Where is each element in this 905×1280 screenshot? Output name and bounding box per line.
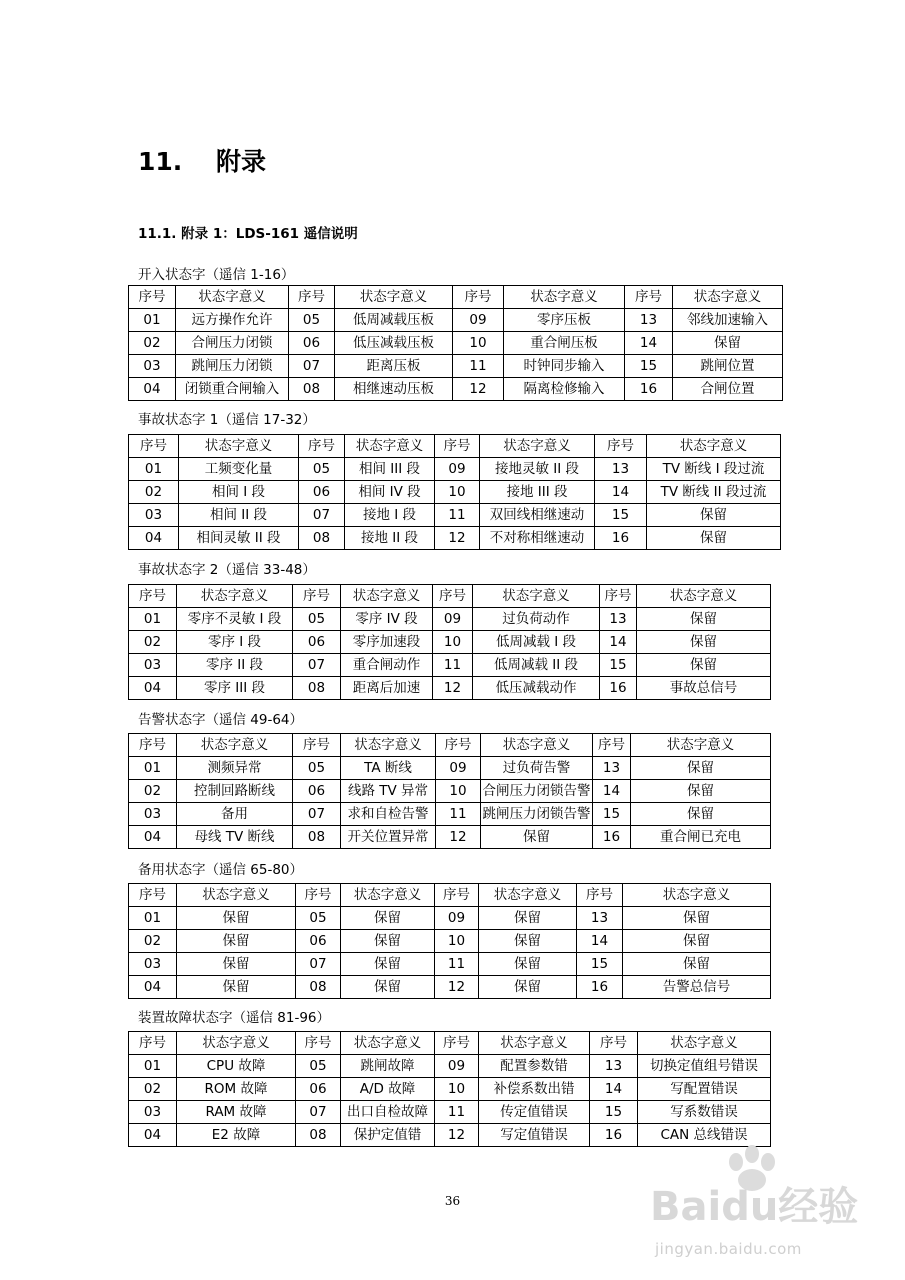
index-cell: 16: [625, 378, 673, 401]
index-cell: 08: [296, 1124, 341, 1147]
table-header-row: [129, 435, 781, 458]
index-cell: 12: [435, 527, 480, 550]
caption-fault-status-1: 事故状态字 1（遥信 17-32）: [138, 412, 316, 428]
table-row: [129, 378, 783, 401]
meaning-cell: 接地灵敏 II 段: [480, 458, 595, 481]
index-cell: 09: [435, 458, 480, 481]
meaning-cell: 零序 I 段: [177, 631, 293, 654]
index-cell: 15: [600, 654, 637, 677]
header-cell: 序号: [453, 286, 504, 309]
header-cell: 序号: [293, 734, 341, 757]
index-cell: 09: [436, 757, 481, 780]
header-cell: 序号: [436, 734, 481, 757]
table-header-row: [129, 585, 771, 608]
header-cell: 序号: [296, 884, 341, 907]
index-cell: 04: [129, 378, 176, 401]
meaning-cell: E2 故障: [177, 1124, 296, 1147]
meaning-cell: 保留: [479, 976, 577, 999]
header-cell: 状态字意义: [637, 585, 771, 608]
index-cell: 03: [129, 355, 176, 378]
index-cell: 15: [590, 1101, 638, 1124]
header-cell: 序号: [129, 1032, 177, 1055]
meaning-cell: 合闸压力闭锁: [176, 332, 289, 355]
index-cell: 10: [433, 631, 473, 654]
index-cell: 14: [600, 631, 637, 654]
caption-alarm-status: 告警状态字（遥信 49-64）: [138, 712, 304, 728]
meaning-cell: CPU 故障: [177, 1055, 296, 1078]
header-cell: 状态字意义: [177, 1032, 296, 1055]
header-cell: 序号: [299, 435, 345, 458]
section-heading: 11.1. 附录 1：LDS-161 遥信说明: [138, 226, 358, 242]
index-cell: 07: [299, 504, 345, 527]
meaning-cell: 保留: [631, 803, 771, 826]
index-cell: 06: [293, 780, 341, 803]
meaning-cell: 零序 IV 段: [341, 608, 433, 631]
table-fault-status-2: [128, 584, 771, 700]
meaning-cell: 保留: [637, 608, 771, 631]
meaning-cell: 闭锁重合闸输入: [176, 378, 289, 401]
meaning-cell: 保护定值错: [341, 1124, 435, 1147]
table-row: [129, 504, 781, 527]
header-cell: 状态字意义: [479, 884, 577, 907]
meaning-cell: 配置参数错: [479, 1055, 590, 1078]
header-cell: 状态字意义: [473, 585, 600, 608]
meaning-cell: 控制回路断线: [177, 780, 293, 803]
header-cell: 序号: [435, 884, 479, 907]
header-cell: 序号: [129, 734, 177, 757]
index-cell: 06: [293, 631, 341, 654]
index-cell: 11: [435, 1101, 479, 1124]
header-cell: 状态字意义: [345, 435, 435, 458]
index-cell: 16: [593, 826, 631, 849]
meaning-cell: 出口自检故障: [341, 1101, 435, 1124]
index-cell: 13: [593, 757, 631, 780]
index-cell: 13: [595, 458, 647, 481]
index-cell: 04: [129, 976, 177, 999]
meaning-cell: ROM 故障: [177, 1078, 296, 1101]
caption-fault-status-2: 事故状态字 2（遥信 33-48）: [138, 562, 316, 578]
index-cell: 10: [453, 332, 504, 355]
index-cell: 01: [129, 458, 179, 481]
meaning-cell: TV 断线 II 段过流: [647, 481, 781, 504]
header-cell: 状态字意义: [176, 286, 289, 309]
table-row: [129, 803, 771, 826]
meaning-cell: 保留: [177, 953, 296, 976]
header-cell: 状态字意义: [480, 435, 595, 458]
meaning-cell: 备用: [177, 803, 293, 826]
index-cell: 10: [435, 1078, 479, 1101]
index-cell: 02: [129, 631, 177, 654]
index-cell: 15: [625, 355, 673, 378]
index-cell: 02: [129, 481, 179, 504]
meaning-cell: 相间 III 段: [345, 458, 435, 481]
header-cell: 状态字意义: [638, 1032, 771, 1055]
header-cell: 状态字意义: [177, 585, 293, 608]
meaning-cell: 零序 II 段: [177, 654, 293, 677]
meaning-cell: TV 断线 I 段过流: [647, 458, 781, 481]
watermark-text: Baidu经验: [650, 1184, 859, 1230]
header-cell: 状态字意义: [673, 286, 783, 309]
meaning-cell: 保留: [479, 930, 577, 953]
index-cell: 08: [293, 826, 341, 849]
table-row: [129, 332, 783, 355]
index-cell: 01: [129, 907, 177, 930]
index-cell: 05: [296, 1055, 341, 1078]
index-cell: 14: [590, 1078, 638, 1101]
table-row: [129, 1101, 771, 1124]
index-cell: 16: [600, 677, 637, 700]
header-cell: 序号: [129, 585, 177, 608]
index-cell: 11: [435, 504, 480, 527]
header-cell: 状态字意义: [177, 734, 293, 757]
table-row: [129, 608, 771, 631]
index-cell: 06: [296, 1078, 341, 1101]
header-cell: 状态字意义: [647, 435, 781, 458]
index-cell: 05: [293, 608, 341, 631]
meaning-cell: 不对称相继速动: [480, 527, 595, 550]
table-header-row: [129, 734, 771, 757]
index-cell: 09: [435, 1055, 479, 1078]
meaning-cell: 写定值错误: [479, 1124, 590, 1147]
index-cell: 15: [595, 504, 647, 527]
meaning-cell: RAM 故障: [177, 1101, 296, 1124]
meaning-cell: 时钟同步输入: [504, 355, 625, 378]
index-cell: 14: [593, 780, 631, 803]
index-cell: 06: [296, 930, 341, 953]
meaning-cell: 保留: [341, 930, 435, 953]
meaning-cell: 跳闸压力闭锁告警: [481, 803, 593, 826]
index-cell: 05: [293, 757, 341, 780]
header-cell: 序号: [129, 884, 177, 907]
meaning-cell: 低周减载 I 段: [473, 631, 600, 654]
header-cell: 状态字意义: [177, 884, 296, 907]
table-row: [129, 458, 781, 481]
index-cell: 05: [299, 458, 345, 481]
meaning-cell: 保留: [341, 953, 435, 976]
index-cell: 09: [453, 309, 504, 332]
index-cell: 04: [129, 826, 177, 849]
table-row: [129, 976, 771, 999]
index-cell: 03: [129, 953, 177, 976]
header-cell: 序号: [129, 286, 176, 309]
index-cell: 05: [289, 309, 335, 332]
index-cell: 11: [435, 953, 479, 976]
header-cell: 序号: [433, 585, 473, 608]
index-cell: 13: [600, 608, 637, 631]
meaning-cell: 保留: [647, 504, 781, 527]
meaning-cell: 距离压板: [335, 355, 453, 378]
meaning-cell: TA 断线: [341, 757, 436, 780]
index-cell: 01: [129, 757, 177, 780]
meaning-cell: 保留: [631, 780, 771, 803]
meaning-cell: 保留: [623, 953, 771, 976]
index-cell: 12: [453, 378, 504, 401]
meaning-cell: 低周减载 II 段: [473, 654, 600, 677]
meaning-cell: 相间 IV 段: [345, 481, 435, 504]
index-cell: 09: [433, 608, 473, 631]
header-cell: 序号: [129, 435, 179, 458]
index-cell: 12: [435, 1124, 479, 1147]
meaning-cell: 母线 TV 断线: [177, 826, 293, 849]
header-cell: 序号: [293, 585, 341, 608]
index-cell: 15: [577, 953, 623, 976]
index-cell: 11: [453, 355, 504, 378]
meaning-cell: 求和自检告警: [341, 803, 436, 826]
meaning-cell: 重合闸已充电: [631, 826, 771, 849]
table-row: [129, 355, 783, 378]
header-cell: 状态字意义: [504, 286, 625, 309]
meaning-cell: 合闸压力闭锁告警: [481, 780, 593, 803]
meaning-cell: 过负荷告警: [481, 757, 593, 780]
index-cell: 16: [590, 1124, 638, 1147]
index-cell: 04: [129, 527, 179, 550]
meaning-cell: 跳闸故障: [341, 1055, 435, 1078]
meaning-cell: 保留: [647, 527, 781, 550]
meaning-cell: 保留: [177, 907, 296, 930]
caption-spare-status: 备用状态字（遥信 65-80）: [138, 862, 304, 878]
index-cell: 07: [293, 654, 341, 677]
header-cell: 状态字意义: [341, 1032, 435, 1055]
header-cell: 状态字意义: [479, 1032, 590, 1055]
meaning-cell: 保留: [623, 930, 771, 953]
meaning-cell: 工频变化量: [179, 458, 299, 481]
chapter-title: 附录: [216, 147, 267, 176]
meaning-cell: 接地 I 段: [345, 504, 435, 527]
index-cell: 12: [435, 976, 479, 999]
index-cell: 07: [296, 953, 341, 976]
index-cell: 02: [129, 332, 176, 355]
header-cell: 状态字意义: [341, 884, 435, 907]
meaning-cell: 邻线加速输入: [673, 309, 783, 332]
index-cell: 16: [577, 976, 623, 999]
header-cell: 状态字意义: [341, 585, 433, 608]
meaning-cell: 切换定值组号错误: [638, 1055, 771, 1078]
header-cell: 序号: [625, 286, 673, 309]
index-cell: 11: [433, 654, 473, 677]
header-cell: 状态字意义: [623, 884, 771, 907]
index-cell: 10: [435, 930, 479, 953]
meaning-cell: 远方操作允许: [176, 309, 289, 332]
index-cell: 05: [296, 907, 341, 930]
meaning-cell: 相间灵敏 II 段: [179, 527, 299, 550]
meaning-cell: 隔离检修输入: [504, 378, 625, 401]
page-number: 36: [444, 1194, 461, 1208]
meaning-cell: 保留: [177, 930, 296, 953]
meaning-cell: A/D 故障: [341, 1078, 435, 1101]
meaning-cell: 低压减载压板: [335, 332, 453, 355]
header-cell: 序号: [590, 1032, 638, 1055]
meaning-cell: 开关位置异常: [341, 826, 436, 849]
meaning-cell: 测频异常: [177, 757, 293, 780]
index-cell: 09: [435, 907, 479, 930]
index-cell: 14: [625, 332, 673, 355]
header-cell: 状态字意义: [341, 734, 436, 757]
index-cell: 01: [129, 309, 176, 332]
header-cell: 状态字意义: [335, 286, 453, 309]
index-cell: 01: [129, 1055, 177, 1078]
meaning-cell: 零序 III 段: [177, 677, 293, 700]
index-cell: 13: [625, 309, 673, 332]
index-cell: 04: [129, 1124, 177, 1147]
meaning-cell: 重合闸压板: [504, 332, 625, 355]
meaning-cell: 距离后加速: [341, 677, 433, 700]
header-cell: 序号: [600, 585, 637, 608]
meaning-cell: 保留: [637, 631, 771, 654]
table-fault-status-1: [128, 434, 781, 550]
table-header-row: [129, 884, 771, 907]
chapter-number: 11.: [138, 147, 183, 176]
index-cell: 14: [577, 930, 623, 953]
meaning-cell: 零序加速段: [341, 631, 433, 654]
meaning-cell: 跳闸位置: [673, 355, 783, 378]
index-cell: 03: [129, 504, 179, 527]
meaning-cell: 相继速动压板: [335, 378, 453, 401]
table-row: [129, 654, 771, 677]
table-row: [129, 757, 771, 780]
index-cell: 11: [436, 803, 481, 826]
chapter-heading: [138, 142, 266, 178]
index-cell: 13: [577, 907, 623, 930]
meaning-cell: 相间 I 段: [179, 481, 299, 504]
meaning-cell: 零序不灵敏 I 段: [177, 608, 293, 631]
table-header-row: [129, 286, 783, 309]
index-cell: 03: [129, 654, 177, 677]
header-cell: 序号: [435, 1032, 479, 1055]
index-cell: 07: [296, 1101, 341, 1124]
meaning-cell: 双回线相继速动: [480, 504, 595, 527]
table-row: [129, 631, 771, 654]
meaning-cell: 低周减载压板: [335, 309, 453, 332]
table-row: [129, 907, 771, 930]
meaning-cell: 保留: [177, 976, 296, 999]
meaning-cell: 线路 TV 异常: [341, 780, 436, 803]
index-cell: 08: [296, 976, 341, 999]
index-cell: 16: [595, 527, 647, 550]
table-row: [129, 1078, 771, 1101]
header-cell: 状态字意义: [631, 734, 771, 757]
table-row: [129, 481, 781, 504]
meaning-cell: 合闸位置: [673, 378, 783, 401]
index-cell: 07: [293, 803, 341, 826]
meaning-cell: 保留: [637, 654, 771, 677]
meaning-cell: 重合闸动作: [341, 654, 433, 677]
index-cell: 12: [436, 826, 481, 849]
meaning-cell: 保留: [623, 907, 771, 930]
meaning-cell: 过负荷动作: [473, 608, 600, 631]
table-row: [129, 677, 771, 700]
index-cell: 02: [129, 780, 177, 803]
meaning-cell: 零序压板: [504, 309, 625, 332]
index-cell: 12: [433, 677, 473, 700]
index-cell: 06: [299, 481, 345, 504]
table-header-row: [129, 1032, 771, 1055]
meaning-cell: 写系数错误: [638, 1101, 771, 1124]
table-spare-status: [128, 883, 771, 999]
table-alarm-status: [128, 733, 771, 849]
meaning-cell: 告警总信号: [623, 976, 771, 999]
meaning-cell: 接地 II 段: [345, 527, 435, 550]
index-cell: 04: [129, 677, 177, 700]
header-cell: 序号: [593, 734, 631, 757]
meaning-cell: 保留: [341, 907, 435, 930]
index-cell: 06: [289, 332, 335, 355]
meaning-cell: 保留: [341, 976, 435, 999]
meaning-cell: 相间 II 段: [179, 504, 299, 527]
meaning-cell: 接地 III 段: [480, 481, 595, 504]
table-row: [129, 930, 771, 953]
index-cell: 03: [129, 803, 177, 826]
meaning-cell: 保留: [673, 332, 783, 355]
index-cell: 08: [299, 527, 345, 550]
index-cell: 07: [289, 355, 335, 378]
meaning-cell: 事故总信号: [637, 677, 771, 700]
table-row: [129, 826, 771, 849]
table-device-fault-status: [128, 1031, 771, 1147]
index-cell: 15: [593, 803, 631, 826]
index-cell: 10: [436, 780, 481, 803]
index-cell: 01: [129, 608, 177, 631]
meaning-cell: 保留: [631, 757, 771, 780]
header-cell: 序号: [595, 435, 647, 458]
table-row: [129, 953, 771, 976]
table-input-status: [128, 285, 783, 401]
caption-input-status: 开入状态字（遥信 1-16）: [138, 267, 295, 283]
header-cell: 状态字意义: [481, 734, 593, 757]
table-row: [129, 527, 781, 550]
header-cell: 状态字意义: [179, 435, 299, 458]
index-cell: 13: [590, 1055, 638, 1078]
header-cell: 序号: [577, 884, 623, 907]
index-cell: 08: [289, 378, 335, 401]
watermark-url: jingyan.baidu.com: [655, 1240, 802, 1258]
meaning-cell: CAN 总线错误: [638, 1124, 771, 1147]
header-cell: 序号: [435, 435, 480, 458]
meaning-cell: 跳闸压力闭锁: [176, 355, 289, 378]
index-cell: 02: [129, 1078, 177, 1101]
caption-device-fault-status: 装置故障状态字（遥信 81-96）: [138, 1010, 331, 1026]
index-cell: 14: [595, 481, 647, 504]
header-cell: 序号: [289, 286, 335, 309]
index-cell: 03: [129, 1101, 177, 1124]
meaning-cell: 保留: [479, 953, 577, 976]
meaning-cell: 低压减载动作: [473, 677, 600, 700]
meaning-cell: 写配置错误: [638, 1078, 771, 1101]
meaning-cell: 保留: [481, 826, 593, 849]
header-cell: 序号: [296, 1032, 341, 1055]
index-cell: 08: [293, 677, 341, 700]
meaning-cell: 补偿系数出错: [479, 1078, 590, 1101]
table-row: [129, 780, 771, 803]
index-cell: 02: [129, 930, 177, 953]
meaning-cell: 保留: [479, 907, 577, 930]
index-cell: 10: [435, 481, 480, 504]
meaning-cell: 传定值错误: [479, 1101, 590, 1124]
table-row: [129, 1055, 771, 1078]
table-row: [129, 309, 783, 332]
